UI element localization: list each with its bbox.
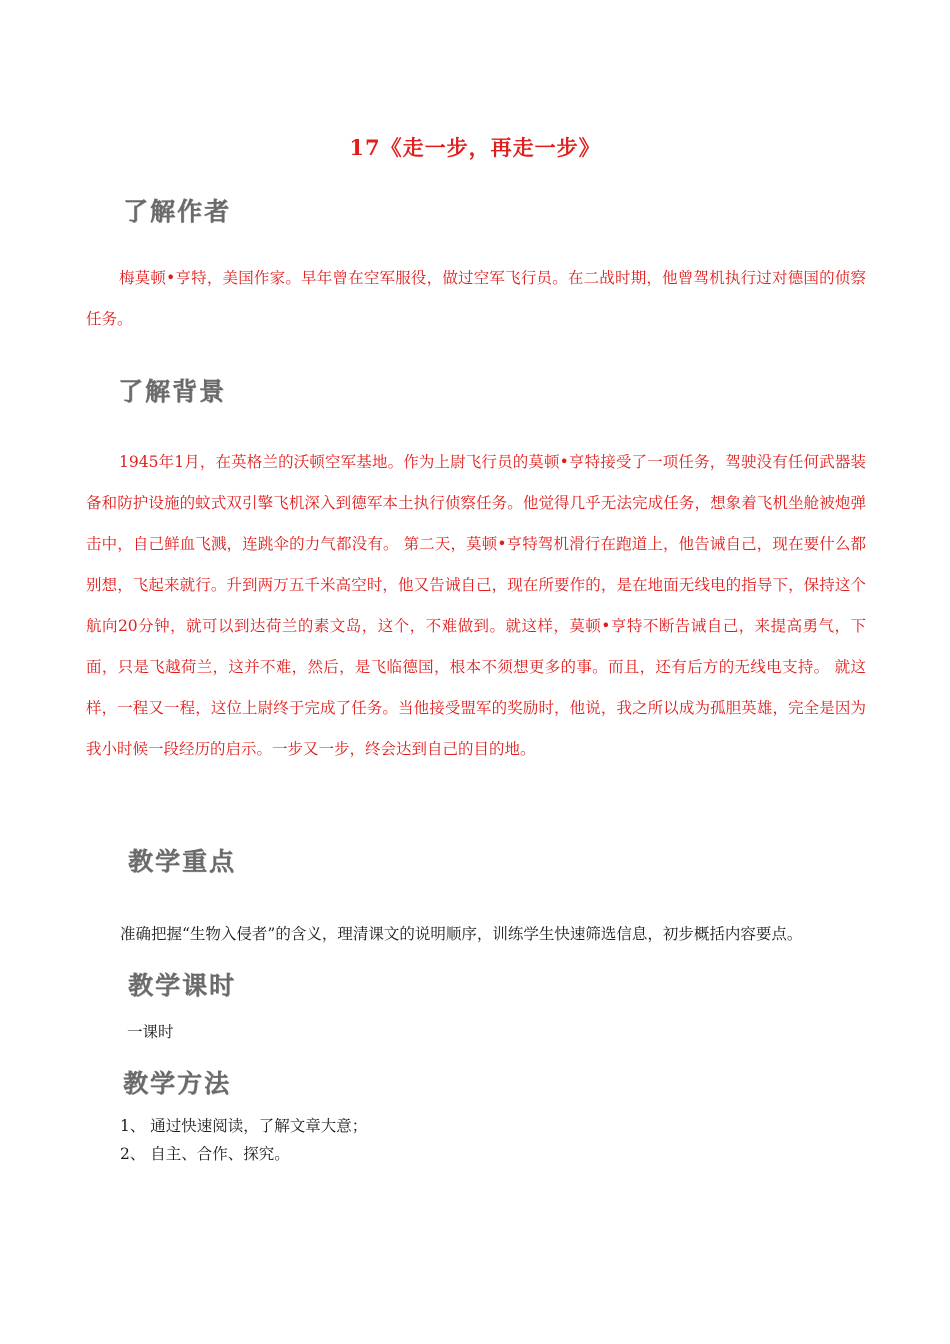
heading-author: 了解作者	[123, 197, 232, 226]
method-item: 1、 通过快速阅读，了解文章大意；	[120, 1117, 368, 1135]
author-paragraph: 梅莫顿•亨特，美国作家。早年曾在空军服役，做过空军飞行员。在二战时期，他曾驾机执行过对德国的侦察任务。	[86, 269, 866, 328]
method-item: 2、 自主、合作、探究。	[120, 1145, 290, 1163]
heading-background: 了解背景	[118, 377, 227, 406]
key-points-text: 准确把握“生物入侵者”的含义，理清课文的说明顺序，训练学生快速筛选信息，初步概括内容要点。	[120, 925, 803, 943]
hours-text: 一课时	[127, 1023, 174, 1041]
heading-hours: 教学课时	[128, 971, 237, 1000]
background-paragraph: 1945年1月，在英格兰的沃顿空军基地。作为上尉飞行员的莫顿•亨特接受了一项任务，驾驶没有任何武器装备和防护设施的蚊式双引擎飞机深入到德军本土执行侦察任务。他觉得几乎无法完成任务，想象着飞机坐舱被炮弹击中，自己鲜血飞溅，连跳伞的力气都没有。 第二天，莫顿•亨特驾机滑行在跑道上，他告诫自己，现在要什么都别想，飞起来就行。升到两万五千米高空时，他又告诫自己，现在所要作的，是在地面无线电的指导下，保持这个航向20分钟，就可以到达荷兰的素文岛，这个，不难做到。就这样，莫顿•亨特不断告诫自己，来提高勇气，下面，只是飞越荷兰，这并不难，然后，是飞临德国，根本不须想更多的事。而且，还有后方的无线电支持。 就这样，一程又一程，这位上尉终于完成了任务。当他接受盟军的奖励时，他说，我之所以成为孤胆英雄，完全是因为我小时候一段经历的启示。一步又一步，终会达到自己的目的地。	[86, 453, 866, 758]
heading-methods: 教学方法	[123, 1069, 232, 1098]
heading-key-points: 教学重点	[128, 847, 237, 876]
lesson-title: 17《走一步，再走一步》	[349, 135, 601, 160]
